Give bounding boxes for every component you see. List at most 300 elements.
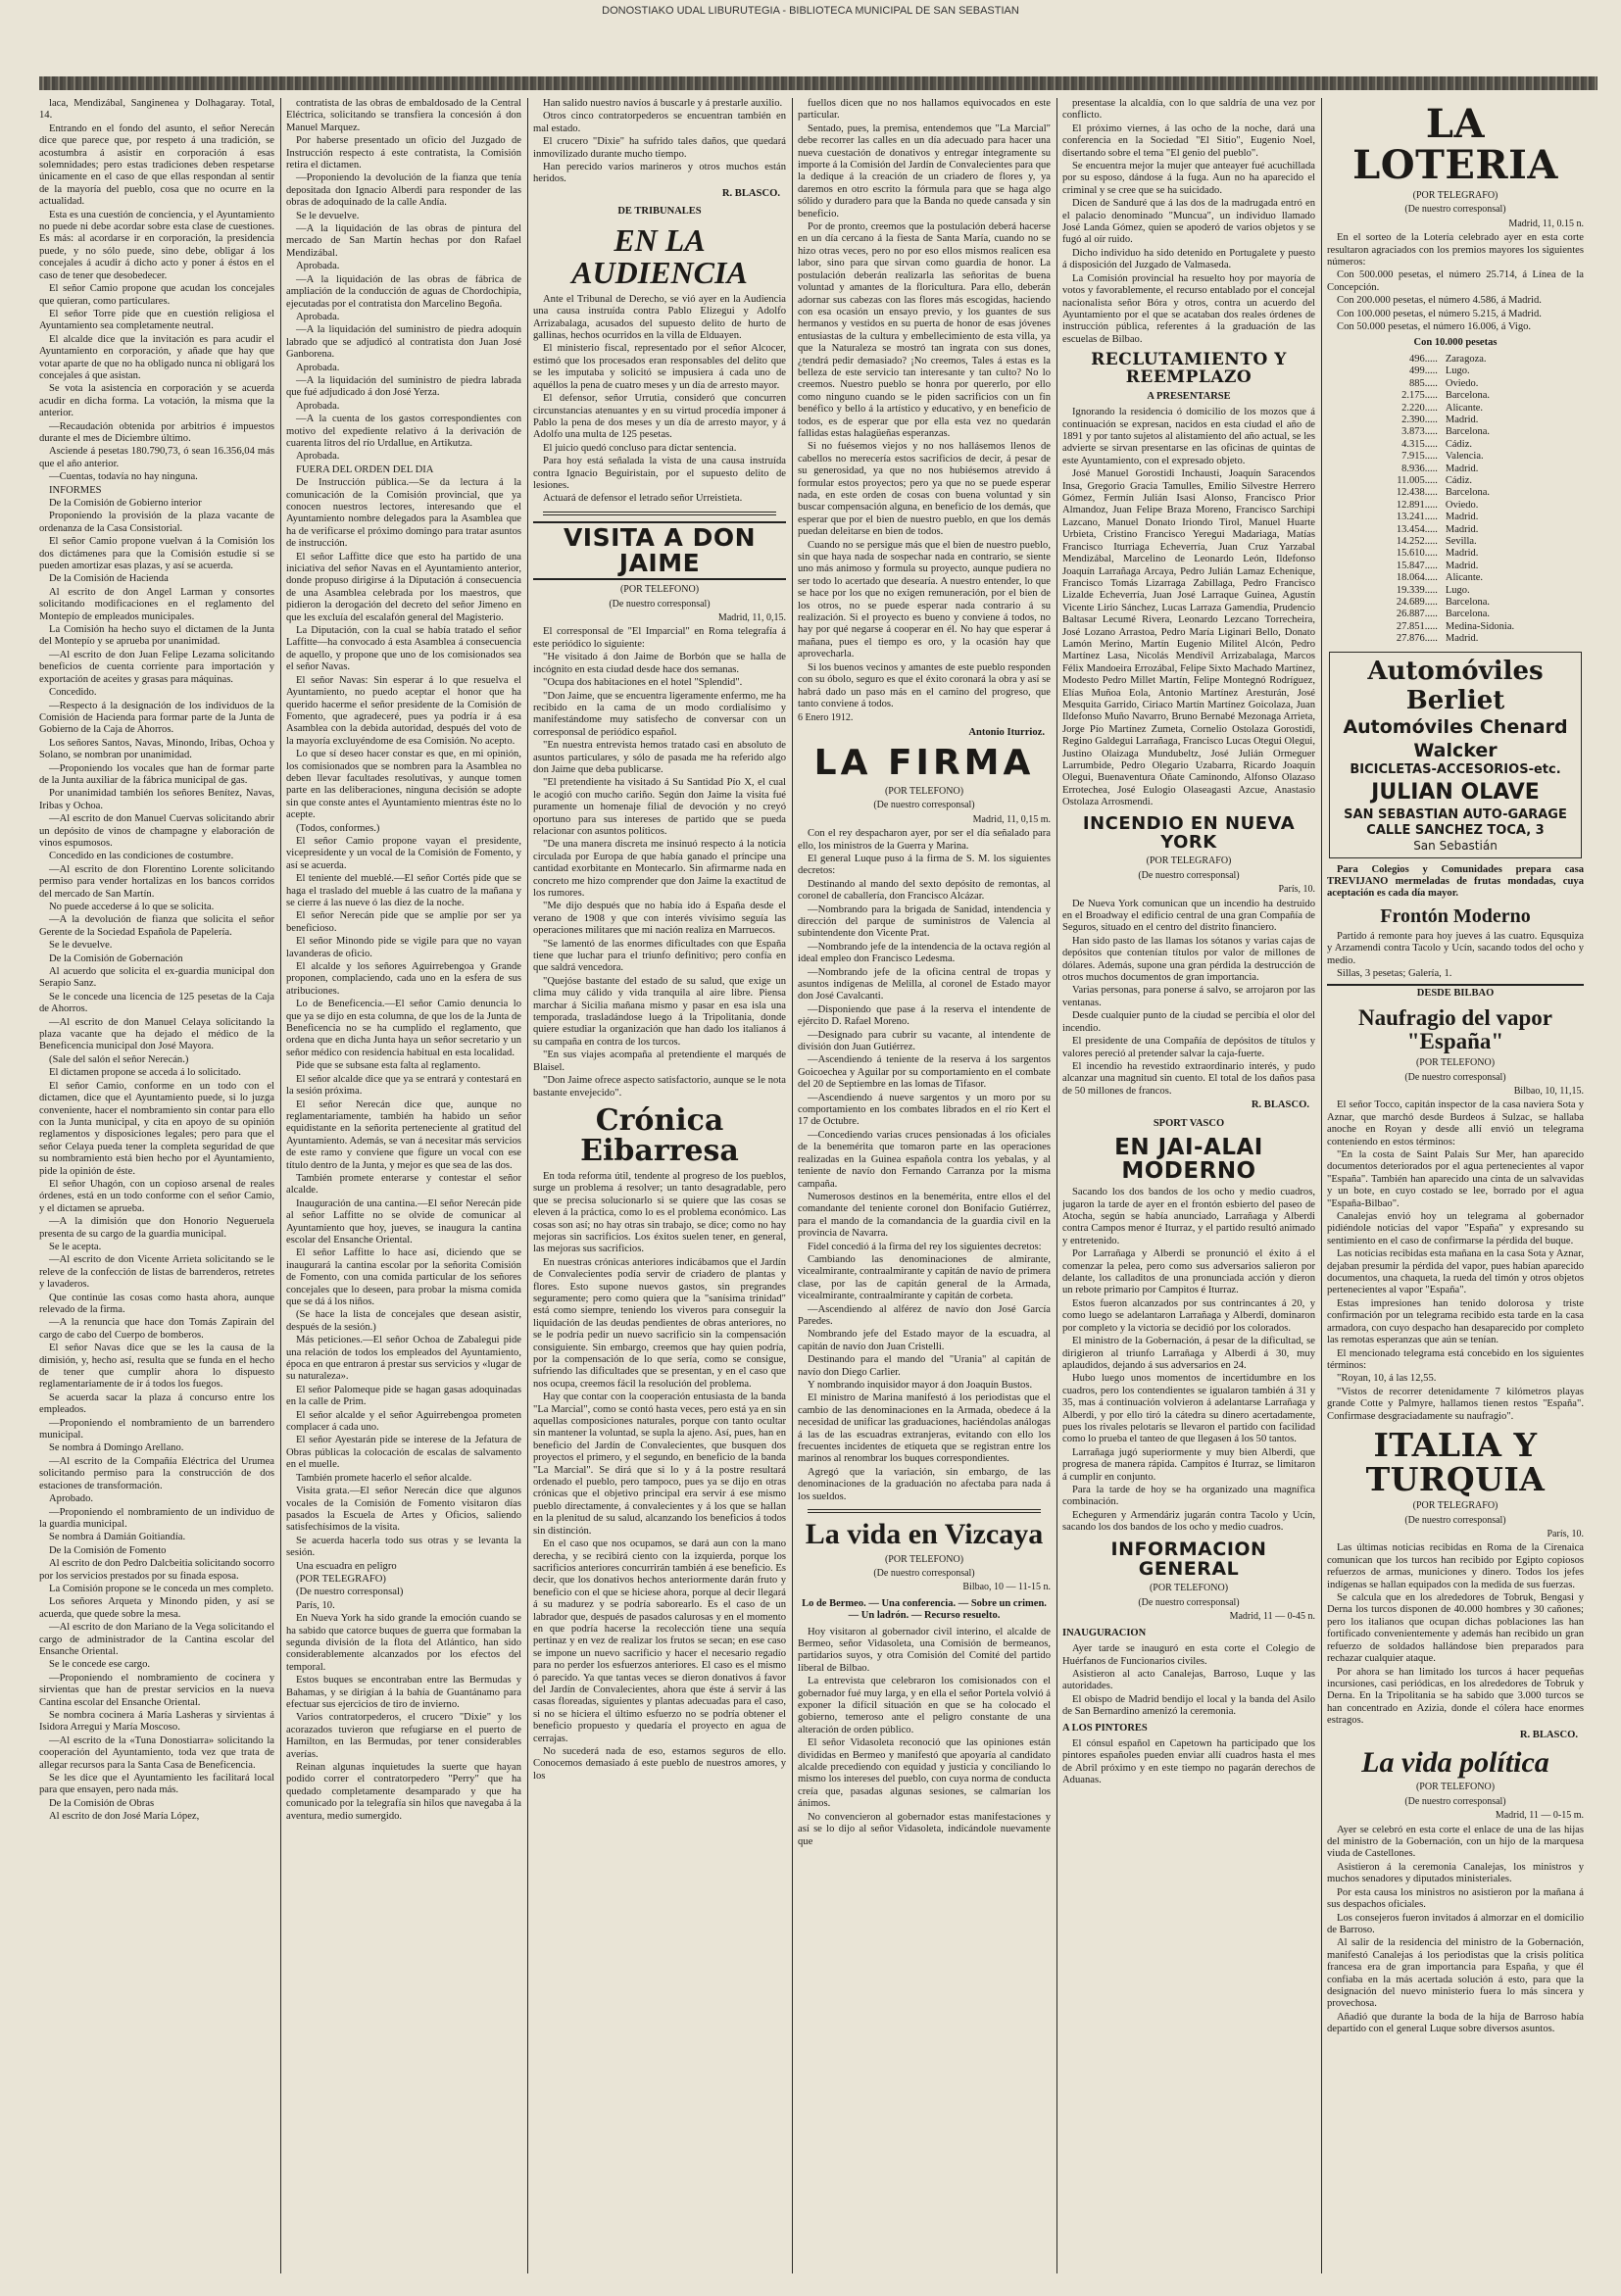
article-paragraph: Aprobada. bbox=[296, 451, 340, 463]
article-paragraph: Asciende á pesetas 180.790,73, ó sean 16.356,04 más que el año anterior. bbox=[39, 446, 274, 469]
prize-city: Oviedo. bbox=[1445, 377, 1479, 389]
prize-row bbox=[1393, 415, 1518, 426]
prize-row bbox=[1393, 512, 1518, 523]
prize-city: Valencia. bbox=[1445, 451, 1484, 463]
article-paragraph: Por haberse presentado un oficio del Juzgado de Instrucción respecto á este contratista, la Comisión retira el dictamen. bbox=[286, 135, 521, 171]
article-paragraph: "Quejóse bastante del estado de su salud, que exige un clima muy cálido y vida tranquila al aire libre. Piensa marchar á Sicilia mañana mismo y pasar en esa isla una temporada, trasladándose luego á la Tripolitania, donde quiere estudiar la organización que han dado los italianos á su campaña en contra de los turcos. bbox=[533, 975, 786, 1048]
column-rule bbox=[527, 98, 528, 2273]
article-paragraph: "Se lamentó de las enormes dificultades con que España tiene que luchar para el triunfo definitivo; pero confía en que saldrá vencedora. bbox=[533, 938, 786, 974]
article-paragraph: Han sido pasto de las llamas los sótanos y varias cajas de depósitos que contenían títulos por valor de millones de dólares. Además, supone una gran pérdida la destrucción de otros muchos documentos de gran importancia. bbox=[1062, 935, 1315, 984]
ad-line: Automóviles Berliet bbox=[1367, 656, 1544, 715]
article-paragraph: En el caso que nos ocupamos, se dará aun con la mano derecha, y se recibirá ciento con la izquierda, porque los sacrificios anteriores concurrirán también á ese beneficio. Es decir, que los donativos hechos anteriormente darán fruto y beneficio con el que se hiciese ahora, porque al decir llegará á su madurez y se podría saborearlo. Es el caso de un labrador que, después de pasados calurosas y en el momento en que podría hacerse la recolección tiene una sequía pertinaz y en vez de realizar los frutos se secan; en ese caso se impone un nuevo sacrificio y hacer el necesario regadío para no perder los esfuerzos anteriores. El caso es el mismo ó parecido. Ya que tantas veces se dieron donativos á favor del Jardín de Convalecientes, ahora que éste á servir á las casas floreadas, siguientes y plantas adecuadas para el caso, si no se hiciera el último esfuerzo no se podría obtener el beneficio propuesto y quedaría el proyecto en agua de cerrajas. bbox=[533, 1539, 786, 1744]
article-paragraph: Si no fuésemos viejos y no nos hallásemos llenos de cabellos no merecería estos sacrificios de decir, á pesar de su generosidad, ya que no nos hubiésemos atrevido á formular estos proyectos; pero ya que no se puede esperar nada, en este orden de cosas con buena voluntad y sin buscar compensación alguna, en beneficio de los demás, que esperar que por el bien de nuestro pueblo, en que los demás puedan deleitarse en bien de todos. bbox=[798, 441, 1051, 538]
prize-table bbox=[1393, 354, 1518, 646]
headline-visita: VISITA A DON JAIME bbox=[533, 521, 786, 581]
article-paragraph: París, 10. bbox=[296, 1599, 335, 1611]
article-paragraph: Se le devuelve. bbox=[296, 210, 360, 221]
ad-line: CALLE SANCHEZ TOCA, 3 bbox=[1366, 822, 1545, 838]
article-paragraph: —A la dimisión que don Honorio Negueruela presenta de su cargo de la guardia municipal. bbox=[39, 1216, 274, 1240]
article-paragraph: Los señores Arqueta y Minondo piden, y así se acuerda, que quede sobre la mesa. bbox=[39, 1596, 274, 1620]
article-paragraph: Se acuerda sacar la plaza á concurso entre los empleados. bbox=[39, 1392, 274, 1416]
column-rule bbox=[792, 98, 793, 2273]
article-paragraph: Se le devuelve. bbox=[49, 940, 113, 952]
article-paragraph: Varios contratorpederos, el crucero "Dixie" y los acorazados tuvieron que refugiarse en el puerto de Hamilton, en las Bermudas, por tener considerables averías. bbox=[286, 1712, 521, 1760]
prize-number: 26.887..... bbox=[1396, 609, 1438, 620]
article-paragraph: El señor Laffitte dice que esto ha partido de una iniciativa del señor Navas en el Ayuntamiento anterior, donde propuso dirigirse á la Diputación á consecuencia de una Asamblea celebrada por los maestros, que pidieron la derogación del decreto del señor Jimeno en que les excluía del escalafón general del Magisterio. bbox=[286, 551, 521, 623]
article-paragraph: No sucederá nada de eso, estamos seguros de ello. Conocemos demasiado á este pueblo de nuestros amores, y los bbox=[533, 1746, 786, 1782]
article-paragraph: Cambiando las denominaciones de almirante, vicealmirante, contraalmirante y capitán de navío de primera clase, por las de capitán general de la Armada, vicealmirante, contraalmirante y capitán de corbeta. bbox=[798, 1253, 1051, 1302]
article-paragraph: El señor Camio propone que acudan los concejales que quieran, como particulares. bbox=[39, 283, 274, 307]
article-paragraph: Las últimas noticias recibidas en Roma de la Cirenaica comunican que los turcos han recibido por Egipto copiosos refuerzos de armas, municiones y dinero. Todos los jefes indígenas se hallan equipados con la medida de sus fuerzas. bbox=[1327, 1542, 1584, 1590]
prize-city: Barcelona. bbox=[1445, 609, 1491, 620]
headline-italia: ITALIA Y TURQUIA bbox=[1365, 1425, 1546, 1498]
article-paragraph: —Ascendiendo á teniente de la reserva á los sargentos Goicoechea y Aguilar por su comportamiento en el combate del 20 de Septiembre en las lomas de Tifasor. bbox=[798, 1054, 1051, 1091]
article-paragraph: Que continúe las cosas como hasta ahora, aunque relevado de la firma. bbox=[39, 1292, 274, 1315]
article-paragraph: El cónsul español en Capetown ha participado que los pintores españoles pueden enviar allí cuadros hasta el mes de Abril próximo y en este tiempo no pagarán derechos de Aduanas. bbox=[1062, 1737, 1315, 1786]
subheading: Con 10.000 pesetas bbox=[1413, 337, 1498, 349]
prize-city: Cádiz. bbox=[1445, 438, 1472, 450]
article-paragraph: Si los buenos vecinos y amantes de este pueblo responden con su óbolo, seguro es que el éxito coronará la obra y así se habrá dado un paso más en el camino del progreso, que tanto conviene á todos. bbox=[798, 661, 1051, 709]
article-paragraph: El señor Torre pide que en cuestión religiosa el Ayuntamiento sea completamente neutral. bbox=[39, 308, 274, 332]
article-paragraph: Destinando para el mando del "Urania" al capitán de navío don Diego Carlier. bbox=[798, 1354, 1051, 1378]
article-paragraph: Al escrito de don Angel Larman y consortes solicitando modificaciones en el reglamento del Montepío de empleados municipales. bbox=[39, 586, 274, 622]
article-paragraph: Y nombrando inquisidor mayor á don Joaquín Bustos. bbox=[808, 1380, 1033, 1392]
article-paragraph: Lo de Beneficencia.—El señor Camio denuncia lo que ya se dijo en esta columna, de que los de la Junta de Beneficencia no se ha cumplido el reglamento, que ordena que en dicha Junta haya un señor secretario y un señor médico con residencia habitual en esta localidad. bbox=[286, 999, 521, 1058]
article-paragraph: Añadió que durante la boda de la hija de Barroso había departido con el general Luque sobre diversos asuntos. bbox=[1327, 2011, 1584, 2035]
prize-number: 15.610..... bbox=[1396, 548, 1438, 560]
dateline: Madrid, 11, 0,15. bbox=[717, 612, 786, 624]
prize-city: Alicante. bbox=[1445, 572, 1484, 584]
article-paragraph: La Comisión provincial ha resuelto hoy por mayoría de votos y favorablemente, el recurso entablado por el concejal nacionalista señor Bóra y otros, contra un acuerdo del Ayuntamiento por el que se acataban dos reales órdenes de instrucción pública, referentes á la graduación de las escuelas de Bilbao. bbox=[1062, 272, 1315, 345]
article-paragraph: Se encuentra mejor la mujer que anteayer fué acuchillada por su esposo, dándose á la fuga. Aun no ha aparecido el criminal y se cree que se ha suicidado. bbox=[1062, 161, 1315, 196]
prize-number: 499..... bbox=[1408, 366, 1438, 377]
article-paragraph: El señor Laffitte lo hace así, diciendo que se inaugurará la cantina escolar por la señorita Comisión de Fomento, con una comida particular de los señores concejales que lo deseen, para probar la misma comida que se dá á los niños. bbox=[286, 1247, 521, 1307]
subheading: A PRESENTARSE bbox=[1147, 390, 1231, 402]
article-paragraph: Se calcula que en los alrededores de Tobruk, Bengasi y Derna los turcos disponen de 40.000 hombres y 30 cañones; pero los italianos que ocupan dichas poblaciones las han fortificado convenientemente y además han recibido un gran refuerzo de soldados hallándose bien preparados para rechazar cualquier ataque. bbox=[1327, 1592, 1584, 1665]
prize-number: 13.241..... bbox=[1396, 512, 1438, 523]
prize-row bbox=[1393, 378, 1518, 390]
dateline: 6 Enero 1912. bbox=[798, 712, 854, 724]
article-paragraph: Por Larrañaga y Alberdi se pronunció el éxito á el comenzar la pelea, pero como sus adversarios salieron por delante, los calladitos de una pronunciada acción y dieron un rebote primario por Campitos é Iturraz. bbox=[1062, 1248, 1315, 1296]
article-paragraph: Larrañaga jugó superiormente y muy bien Alberdi, que progresa de manera rápida. Campitos é Iturraz, se limitaron á cumplir en conjunto. bbox=[1062, 1446, 1315, 1483]
article-paragraph: También promete enterarse y contestar el señor alcalde. bbox=[286, 1172, 521, 1197]
prize-row bbox=[1393, 464, 1518, 475]
article-paragraph: Se nombra á Damián Goitiandía. bbox=[49, 1532, 186, 1543]
article-paragraph: —Al escrito de don Vicente Arrieta solicitando se le releve de la confección de listas de barrenderos, retretes y lavaderos. bbox=[39, 1254, 274, 1291]
article-paragraph: También promete hacerlo el señor alcalde. bbox=[296, 1472, 472, 1484]
article-paragraph: Con 50.000 pesetas, el número 16.006, á Vigo. bbox=[1337, 321, 1532, 333]
article-paragraph: —Proponiendo el nombramiento de un individuo de la guardia municipal. bbox=[39, 1506, 274, 1530]
prize-city: Madrid. bbox=[1445, 633, 1479, 645]
ad-line: BICICLETAS-ACCESORIOS-etc. bbox=[1350, 761, 1561, 777]
dateline: Bilbao, 10, 11,15. bbox=[1513, 1085, 1584, 1097]
article-paragraph: "El pretendiente ha visitado á Su Santidad Pío X, el cual le acogió con mucho cariño. Según don Jaime la visita fué puramente un homenaje filial de devoción y no creyó oportuno para sus intereses de partido que se pueda relacionar con asuntos políticos. bbox=[533, 777, 786, 837]
article-paragraph: Se le concede ese cargo. bbox=[49, 1659, 151, 1671]
dateline: (De nuestro corresponsal) bbox=[1404, 1071, 1506, 1083]
article-paragraph: Asistieron al acto Canalejas, Barroso, Luque y las autoridades. bbox=[1062, 1668, 1315, 1692]
column-5 bbox=[1062, 98, 1315, 2278]
prize-city: Lugo. bbox=[1445, 584, 1470, 596]
article-paragraph: Estos fueron alcanzados por sus contrincantes á 20, y como luego se adelantaron Larrañaga y Alberdi, dominaron por completo y la victoria se decidió por los colorados. bbox=[1062, 1297, 1315, 1334]
article-paragraph: "De una manera discreta me insinuó respecto á la noticia circulada por Europa de que había ganado el príncipe una cantidad exorbitante en Montecarlo. Sin afirmarme nada en concreto me hizo comprender que don Jaime la exactitud de los rumores. bbox=[533, 839, 786, 899]
article-paragraph: Dicen de Sanduré que á las dos de la madrugada entró en el palacio denominado "Muncua", un individuo llamado José Landa Gómez, quien se apoderó de varios objetos y se fugó al oír ruido. bbox=[1062, 198, 1315, 246]
article-paragraph: —Concediendo varias cruces pensionadas á los oficiales de la benemérita que tomaron parte en las operaciones realizadas en la Guinea española contra los yebalas, y al teniente de navío don Fernando Carranza por la misma campaña. bbox=[798, 1129, 1051, 1190]
article-paragraph: —Proponiendo el nombramiento de un barrendero municipal. bbox=[39, 1417, 274, 1441]
article-paragraph: —Al escrito de don Manuel Celaya solicitando la plaza vacante que ha dejado el médico de la Beneficencia municipal don José Mayora. bbox=[39, 1016, 274, 1052]
article-paragraph: —Al escrito de la Compañía Eléctrica del Urumea solicitando permiso para la construcción de dos estaciones de transformación. bbox=[39, 1455, 274, 1491]
article-paragraph: —A la renuncia que hace don Tomás Zapirain del cargo de cabo del Cuerpo de bomberos. bbox=[39, 1317, 274, 1341]
column-6 bbox=[1327, 98, 1584, 2278]
article-paragraph: "Ocupa dos habitaciones en el hotel "Splendid". bbox=[543, 677, 743, 689]
advertisement-box bbox=[1329, 652, 1582, 858]
dateline: (POR TELEFONO) bbox=[1149, 1583, 1229, 1594]
article-paragraph: Con el rey despacharon ayer, por ser el día señalado para ello, los ministros de la Guerra y Marina. bbox=[798, 828, 1051, 852]
prize-number: 12.891..... bbox=[1396, 499, 1438, 511]
article-paragraph: El crucero "Dixie" ha sufrido tales daños, que quedará inmovilizado durante mucho tiempo. bbox=[533, 136, 786, 160]
prize-city: Madrid. bbox=[1445, 414, 1479, 425]
article-paragraph: Hay que contar con la cooperación entusiasta de la banda "La Marcial", como se contó hasta veces, pero está ya en sin aquellas composiciones naturales, porque con tanto ocultar sin mantener la voluntad, se supla la ajeno. Así, pues, han en beneficio del Jardín de Convalecientes, que busquen dos proyectos el primero, y el segundo, en beneficio de la banda "La Marcial". Se dirá que si lo y á la postre resultará ordenado el pueblo, pero tampoco, pues ya se dijo en otras crónicas que el objetivo principal era servir á ese mismo pueblo directamente, á convalecientes y á los que se hallan en la plenitud de su salud, alcanzando los beneficios á todos sin distinción. bbox=[533, 1392, 786, 1537]
prize-number: 2.390..... bbox=[1401, 414, 1438, 425]
article-paragraph: El señor Minondo pide se vigile para que no vayan lavanderas de oficio. bbox=[286, 936, 521, 959]
article-paragraph: "En la costa de Saint Palais Sur Mer, han aparecido documentos deteriorados por el agua pertenecientes al vapor "España". También han aparecido una cinta de un salvavidas y un bote, en cuyo costado se lee, borrado por el agua "España-Bilbao". bbox=[1327, 1149, 1584, 1209]
article-paragraph: El señor Navas: Sin esperar á lo que resuelva el Ayuntamiento, no puedo aceptar el honor que ha querido hacerme el señor presidente de la Comisión de Fomento, que agradeceré, pues ya podría ir á esa Asamblea con la debida autoridad, después del voto de la mayoría excluyéndome de esa Comisión. No acepto. bbox=[286, 674, 521, 747]
dateline: (POR TELEFONO) bbox=[1415, 1057, 1496, 1069]
prize-city: Zaragoza. bbox=[1445, 353, 1487, 365]
article-paragraph: —Al escrito de don Mariano de la Vega solicitando el cargo de administrador de la Cantina escolar del Ensanche Oriental. bbox=[39, 1622, 274, 1657]
article-paragraph: El señor Camio propone vuelvan á la Comisión los dos dictámenes para que la Comisión estudie si se pueden amortizar esas plazas, y así se acuerda. bbox=[39, 536, 274, 572]
article-paragraph: El señor Navas dice que se les la causa de la dimisión, y, hecho así, resulta que se funda en el hecho de tener que cumplir ahora lo dispuesto reglamentariamente de ir á todos los fuegos. bbox=[39, 1343, 274, 1391]
article-paragraph: No convencieron al gobernador estas manifestaciones y así se lo dijo al señor Vidasoleta, indicándole nuevamente que bbox=[798, 1811, 1051, 1847]
prize-city: Sevilla. bbox=[1445, 535, 1477, 547]
article-paragraph: —A la liquidación de las obras de pintura del mercado de San Martín hechas por don Rafael Mendizábal. bbox=[286, 223, 521, 259]
article-paragraph: De la Comisión de Gobernación bbox=[49, 953, 183, 964]
article-paragraph: "Don Jaime ofrece aspecto satisfactorio, aunque se le nota bastante envejecido". bbox=[533, 1075, 786, 1099]
dateline: (POR TELEFONO) bbox=[884, 785, 964, 797]
prize-city: Barcelona. bbox=[1445, 597, 1491, 608]
article-paragraph: Al escrito de don José María López, bbox=[49, 1811, 200, 1823]
dateline: (De nuestro corresponsal) bbox=[873, 1567, 975, 1579]
article-paragraph: Se nombra cocinera á María Lasheras y sirvientas á Isidora Arregui y María Moscoso. bbox=[39, 1710, 274, 1734]
article-paragraph: Sillas, 3 pesetas; Galería, 1. bbox=[1337, 968, 1452, 980]
article-paragraph: De la Comisión de Hacienda bbox=[49, 573, 169, 585]
prize-row bbox=[1393, 366, 1518, 377]
article-paragraph: El señor Tocco, capitán inspector de la casa naviera Sota y Aznar, que marchó desde Burdeos á Sulzac, se hallaba anoche en Royan y desde allí envió un telegrama conteniendo en estos términos: bbox=[1327, 1099, 1584, 1148]
headline-naufragio: Naufragio del vapor "España" bbox=[1357, 1004, 1553, 1054]
dateline: Madrid, 11 — 0-45 n. bbox=[1229, 1611, 1315, 1623]
article-paragraph: El señor Vidasoleta reconoció que las opiniones están divididas en Bermeo y manifestó que apoyaría al candidato alcalde precediendo con equidad y justicia y conciliando lo mismo los intereses del pueblo, con cuya norma de conducta creía que, pasadas algunas sesiones, se calmarían los ánimos. bbox=[798, 1737, 1051, 1810]
article-paragraph: Fidel concedió á la firma del rey los siguientes decretos: bbox=[808, 1241, 1042, 1252]
article-paragraph: —Al escrito de don Florentino Lorente solicitando permiso para vender hortalizas en los bancos corridos del mercado de San Martín. bbox=[39, 863, 274, 900]
article-paragraph: Entrando en el fondo del asunto, el señor Nerecán dice que parece que, por respeto á una tradición, se acostumbra á asistir en corporación á esas solemnidades; pero estas tradiciones deben respetarse únicamente en el caso de que ellas respondan al sentir de la mayoría del pueblo, cosa que no ocurre en la actualidad. bbox=[39, 122, 274, 208]
article-paragraph: Por esta causa los ministros no asistieron por la mañana á sus despachos oficiales. bbox=[1327, 1886, 1584, 1911]
article-paragraph: El juicio quedó concluso para dictar sentencia. bbox=[543, 442, 737, 454]
article-paragraph: —A la liquidación del suministro de piedra adoquín labrado que se adjudicó al contratista don Juan José Ganborena. bbox=[286, 324, 521, 361]
article-paragraph: El señor alcalde dice que ya se entrará y contestará en la sesión próxima. bbox=[286, 1073, 521, 1098]
prize-city: Madrid. bbox=[1445, 560, 1479, 571]
article-paragraph: El teniente del mueblé.—El señor Cortés pide que se haga el traslado del mueble á las cuatro de la mañana y se cierre á las nueve ó las diez de la noche. bbox=[286, 873, 521, 908]
article-paragraph: Aprobada. bbox=[296, 261, 340, 272]
prize-city: Cádiz. bbox=[1445, 474, 1472, 486]
prize-number: 18.064..... bbox=[1396, 572, 1438, 584]
article-paragraph: "He visitado á don Jaime de Borbón que se halla de incógnito en esta ciudad desde hace dos semanas. bbox=[533, 652, 786, 675]
article-paragraph: De la Comisión de Obras bbox=[49, 1797, 155, 1809]
column-rule bbox=[1321, 98, 1322, 2273]
article-paragraph: Hubo luego unos momentos de incertidumbre en los cuadros, pero los contendientes se igualaron también á 31 y 35, mas á continuación volvieron á adelantarse Larrañaga y Alberdi, y por ello tiró la cátedra su dinero acertadamente, pues los rivales pelotaris se llevaron el partido con facilidad como lo prueba el tanteo de que llegasen á los 50 tantos. bbox=[1062, 1373, 1315, 1445]
article-paragraph: En el sorteo de la Lotería celebrado ayer en esta corte resultaron agraciados con los premios mayores los siguientes números: bbox=[1327, 232, 1584, 269]
article-paragraph: Se le acepta. bbox=[49, 1241, 102, 1252]
article-paragraph: Pide que se subsane esta falta al reglamento. bbox=[296, 1060, 481, 1072]
ad-line: San Sebastián bbox=[1413, 838, 1498, 853]
article-paragraph: —Al escrito de la «Tuna Donostiarra» solicitando la cooperación del Ayuntamiento, toda vez que trata de allegar recursos para la Santa Casa de Beneficencia. bbox=[39, 1734, 274, 1771]
article-paragraph: El señor alcalde y el señor Aguirrebengoa prometen complacer á cada uno. bbox=[286, 1409, 521, 1434]
article-paragraph: Estas impresiones han tenido dolorosa y triste confirmación por un telegrama recibido esta tarde en la casa armadora, con cuyo despacho han desaparecido por completo las remotas esperanzas que aún se tenían. bbox=[1327, 1297, 1584, 1346]
headline-cronica: Crónica Eibarresa bbox=[580, 1102, 739, 1169]
ad-note: Para Colegios y Comunidades prepara casa TREVIJANO mermeladas de frutas mondadas, cuya aceptación es cada día mayor. bbox=[1327, 863, 1584, 900]
article-paragraph: "En nuestra entrevista hemos tratado casi en absoluto de asuntos particulares, y sólo de pasada me ha referido algo don Jaime que deba publicarse. bbox=[533, 740, 786, 775]
article-paragraph: De la Comisión de Gobierno interior bbox=[49, 498, 202, 509]
article-paragraph: La Diputación, con la cual se había tratado el señor Laffitte—ha convocado á esta Asamblea á consecuencia de aquello, y propone que uno de los comisionados sea el señor Navas. bbox=[286, 625, 521, 673]
article-paragraph: Se le concede una licencia de 125 pesetas de la Caja de Ahorros. bbox=[39, 991, 274, 1015]
prize-number: 14.252..... bbox=[1396, 535, 1438, 547]
article-paragraph: Actuará de defensor el letrado señor Urreistieta. bbox=[543, 493, 743, 505]
article-paragraph: Destinando al mando del sexto depósito de remontas, al coronel de caballería, don Francisco Alcázar. bbox=[798, 878, 1051, 903]
article-paragraph: —Nombrando jefe de la intendencia de la octava región al ideal empleo don Francisco Ledesma. bbox=[798, 941, 1051, 965]
article-paragraph: —Al escrito de don Manuel Cuervas solicitando abrir un depósito de vinos de champagne y elaboración de vinos espumosos. bbox=[39, 813, 274, 849]
prize-city: Madrid. bbox=[1445, 512, 1479, 523]
article-paragraph: Concedido. bbox=[49, 687, 97, 699]
article-paragraph: El alcalde y los señores Aguirrebengoa y Grande proponen, complaciendo, cada uno en la esfera de sus atribuciones. bbox=[286, 961, 521, 997]
headline-firma: LA FIRMA bbox=[813, 743, 1035, 784]
article-paragraph: Al escrito de don Pedro Dalcbeitia solicitando socorro por los servicios prestados por su finada esposa. bbox=[39, 1558, 274, 1582]
article-paragraph: (POR TELEGRAFO) bbox=[296, 1573, 386, 1585]
prize-number: 27.851..... bbox=[1396, 620, 1438, 632]
article-paragraph: Dicho individuo ha sido detenido en Portugalete y puesto á disposición del Juzgado de Valmaseda. bbox=[1062, 247, 1315, 271]
prize-number: 11.005..... bbox=[1397, 474, 1438, 486]
dateline: (De nuestro corresponsal) bbox=[1138, 1596, 1240, 1608]
article-paragraph: Con 100.000 pesetas, el número 5.215, á Madrid. bbox=[1337, 308, 1542, 319]
signature: Antonio Iturrioz. bbox=[968, 726, 1045, 738]
article-paragraph: Han salido nuestro navíos á buscarle y á prestarle auxilio. bbox=[543, 98, 783, 109]
article-paragraph: El general Luque puso á la firma de S. M. los siguientes decretos: bbox=[798, 853, 1051, 877]
divider bbox=[808, 1509, 1041, 1513]
column-3 bbox=[533, 98, 786, 2278]
dateline: (POR TELEGRAFO) bbox=[1412, 1500, 1498, 1512]
headline-fronton: Frontón Moderno bbox=[1380, 904, 1531, 927]
dateline: Bilbao, 10 — 11-15 n. bbox=[962, 1582, 1051, 1593]
article-paragraph: José Manuel Gorostidi Inchausti, Joaquín Saracendos Insa, Gregorio Gracia Tamulles, Emilio Silvestre Herrero Gómez, Fermín Julián Isasi Alonso, Francisco Prior Almandoz, Juan Felipe Braza Moreno, Francisco Sarchipi Lazcano, Manuel Donato Iriondo Tirol, Manuel Huarte Urbieta, Cristino Francisco Yeregui Madariaga, Matías Francisco Iturriaga Echeverría, Juan Cruz Yarzabal Mendizábal, Marcelino de Leonardo León, Ildefonso Joaquín Larrañaga Arcaya, Pedro Julián Lamaz Echenique, Francisco Tomás Lizarraga Zabillaga, Pedro Francisco Lizalde Echeverría, Juan José Larraque Guinea, Agustín Vicente Lirio Sánchez, Lucas Larraza Gamendia, Prudencio Baltasar Lecumé Rivera, Leonardo Lezcano Torrecheira, José Lozano Arrastoa, Pedro María Liginari Bello, Donato Lamón Merino, Martín Eugenio Militel Alcón, Pedro Martínez Lasa, Nicolás Mendívil Arrizabalaga, Marcos Félix Mandoeira Errozábal, Felipe Sixto Machado Martínez, Modesto Pedro Millet Martín, Felipe Montegnó Rodríguez, Elías Muñoa Eola, Antonio Martínez Aresturán, José Mesquita Garrido, Ciriaco Martín Martínez Goicolaza, Juan Ildefonso Muño Navarro, Bruno Bernabé Mezonaga Arrieta, Jorge Pío Martínez Zumeta, Cornelio Ostolaza Gorostidi, Regino Galdegui Larrañaga, Francisco Lucas Otegui Olegui, Justino Olaizaga Mundubeltz, José Julián Ormeguer Larrumbide, Pedro Olegario Uzabarra, Ricardo Joaquín Olegui, Buenaventura Oñate Caminondo, Alfonso Olazaso Errotechea, José Eulogio Olaseagasti Azcue, Anastasio Ostolaza Arrosmendi. bbox=[1062, 468, 1315, 808]
ad-line: Automóviles Chenard Walcker bbox=[1343, 715, 1568, 761]
article-paragraph: El señor Camio propone vayan el presidente, vicepresidente y un vocal de la Comisión de Fomento, y así se acuerda. bbox=[286, 835, 521, 871]
article-paragraph: El presidente de una Compañía de depósitos de títulos y valores pereció al pretender salvar la caja-fuerte. bbox=[1062, 1036, 1315, 1059]
divider bbox=[543, 512, 776, 515]
article-paragraph: (Sale del salón el señor Nerecán.) bbox=[49, 1053, 189, 1065]
article-paragraph: Varias personas, para ponerse á salvo, se arrojaron por las ventanas. bbox=[1062, 985, 1315, 1008]
column-1 bbox=[39, 98, 274, 2278]
article-paragraph: Aprobado. bbox=[49, 1493, 94, 1505]
prize-row bbox=[1393, 561, 1518, 572]
article-paragraph: Con 200.000 pesetas, el número 4.586, á Madrid. bbox=[1337, 295, 1542, 307]
signature: R. BLASCO. bbox=[721, 187, 780, 199]
prize-row bbox=[1393, 536, 1518, 548]
headline-politica: La vida política bbox=[1361, 1745, 1549, 1779]
article-paragraph: laca, Mendizábal, Sanginenea y Dolhagaray. Total, 14. bbox=[39, 98, 274, 122]
dateline: (De nuestro corresponsal) bbox=[609, 598, 711, 610]
article-paragraph: Los consejeros fueron invitados á almorzar en el domicilio de Barroso. bbox=[1327, 1912, 1584, 1935]
article-paragraph: Sacando los dos bandos de los ocho y medio cuadros, jugaron la tarde de ayer en el frontón esbierto del paseo de Atocha, según se había anunciado, Larrañaga y Alberdi contra Campos menor é Iturraz, y el partido resultó animado y entretenido. bbox=[1062, 1187, 1315, 1246]
article-paragraph: El señor Nerecán pide que se amplíe por ser ya beneficioso. bbox=[286, 910, 521, 934]
masthead-strip bbox=[39, 76, 1597, 90]
article-paragraph: La Comisión propone se le conceda un mes completo. bbox=[49, 1583, 274, 1594]
article-paragraph: No puede accederse á lo que se solicita. bbox=[49, 902, 215, 912]
prize-row bbox=[1393, 390, 1518, 402]
article-paragraph: Por de pronto, creemos que la postulación deberá hacerse en un día cercano á la fiesta de Santa María, cuando no se hizo otras veces, pero no por eso ellos mismos realicen esa labor, sino para que sirvan como guardia de honor. La postulación deberán realizarla las señoritas de buena voluntad y amantes de la floricultura. Para ello, deberán adornar sus cabezas con las flores más escogidas, haciendo con esa ocasión un ensayo previo, y los guantes de sus hermanos y vestidos en su puerta de honor de esas jóvenes entusiastas de la cultura y embellecimiento de esta villa, ya que la Naturaleza se mostró tan ingrata con sus dones, ¿tendrá pedir demasiado? ¡No creemos, Tales á estas es la belleza de este servicio tan interesante y tan culto? No lo creemos. Nuestro pueblo se honra por quererlo, por ello como ninguno cuando se le piden sacrificios con un fin benéfico y bello á la artístico y educativo, y en beneficio de todos, es de esperar que por ella esta vez no quedarán fallidas estas halagüeñas esperanzas. bbox=[798, 221, 1051, 439]
prize-city: Barcelona. bbox=[1445, 426, 1491, 438]
prize-row bbox=[1393, 572, 1518, 584]
dateline: (POR TELEGRAFO) bbox=[1412, 190, 1498, 201]
section-label: DESDE BILBAO bbox=[1327, 984, 1584, 1000]
dateline: (POR TELEFONO) bbox=[884, 1553, 964, 1565]
article-paragraph: —Nombrando para la brigada de Sanidad, intendencia y dirección del parque de suministros de Valencia al subintendente don Vicente Prat. bbox=[798, 904, 1051, 940]
article-paragraph: Las noticias recibidas esta mañana en la casa Sota y Aznar, dejaban presumir la pérdida del vapor, pues habían aparecido documentos, una chaqueta, la rueda del timón y otros objetos pertenecientes al vapor "España". bbox=[1327, 1248, 1584, 1296]
article-paragraph: El señor Nerecán dice que, aunque no reglamentariamente, también ha habido un señor equidistante en la señorita perteneciente al gratitud del Ayuntamiento. Además, se van á necesitar más servicios de este ramo y conviene que figure un vocal con ese título dentro de la Junta, y mejor es que sea de las dos. bbox=[286, 1099, 521, 1171]
article-paragraph: Para hoy está señalada la vista de una causa instruída contra Ignacio Beguiristain, por el supuesto delito de lesiones. bbox=[533, 456, 786, 491]
prize-row bbox=[1393, 621, 1518, 633]
signature: R. BLASCO. bbox=[1519, 1729, 1578, 1740]
article-paragraph: Estos buques se encontraban entre las Bermudas y Bahamas, y se dirigían á la bahía de Guantánamo para efectuar sus ejercicios de tiro de invierno. bbox=[286, 1675, 521, 1710]
article-paragraph: Otros cinco contratorpederos se encuentran también en mal estado. bbox=[533, 111, 786, 134]
article-paragraph: Al salir de la residencia del ministro de la Gobernación, manifestó Canalejas á los periodistas que la crisis política francesa era de gran importancia para España, y que él confiaba en la más acertada solución á esto, para que la designación del nuevo ministerio fuera lo más sincera y provechosa. bbox=[1327, 1937, 1584, 2010]
article-paragraph: De la Comisión de Fomento bbox=[49, 1544, 167, 1556]
prize-city: Madrid. bbox=[1445, 463, 1479, 474]
prize-row bbox=[1393, 500, 1518, 512]
article-paragraph: —A la liquidación del suministro de piedra labrada que fué adjudicado á don José Yerza. bbox=[286, 374, 521, 399]
article-paragraph: —Disponiendo que pase á la reserva el intendente de ejército D. Rafael Moreno. bbox=[798, 1003, 1051, 1028]
article-paragraph: Al acuerdo que solicita el ex-guardia municipal don Serapio Sanz. bbox=[39, 966, 274, 990]
article-paragraph: Se acuerda hacerla todo sus otras y se levanta la sesión. bbox=[286, 1535, 521, 1559]
article-paragraph: Canalejas envió hoy un telegrama al gobernador pidiéndole noticias del vapor "España" y expresando su sentimiento en el caso de confirmarse la pérdida del buque. bbox=[1327, 1211, 1584, 1246]
article-paragraph: El ministerio fiscal, representado por el señor Alcocer, estimó que los procesados eran responsables del delito que se les imputaba y solicitó se impusiera á cada uno de aquéllos la pena de cuatro meses y un día de arresto mayor. bbox=[533, 343, 786, 391]
article-paragraph: "En sus viajes acompaña al pretendiente el marqués de Blaisel. bbox=[533, 1050, 786, 1073]
dateline: Madrid, 11 — 0-15 m. bbox=[1495, 1810, 1584, 1822]
article-paragraph: FUERA DEL ORDEN DEL DIA bbox=[296, 464, 434, 475]
article-paragraph: Sentado, pues, la premisa, entendemos que "La Marcial" debe recorrer las calles en un día adecuado para hacer una nueva cuestación de donativos y entregar íntegramente su importe á la Comisión del Jardín de Convalecientes para que la dedique á la creación de un criadero de flores y, ya daremos en otro escrito la fórmula para que se haga algo sólido y duradero para que la Banda no quede cansada y sin beneficio. bbox=[798, 122, 1051, 220]
article-paragraph: Cuando no se persigue más que el bien de nuestro pueblo, sin que haya nada de sospechar nada en contrario, se siente uno más animoso y formula su proyecto, aunque pudiera no ser todo lo acertado que desearía. A nuestro entender, lo que se hace por los que no exigen remuneración, por el bien de los otros, no se puede esperar nada contrario á su realización. Si el proyecto es bueno y conviene á todos, no hay por qué negarse á cooperar en él. No hay que esperar á mañana, pues el tiempo es oro, y la ocasión hay que aprovecharla. bbox=[798, 539, 1051, 660]
article-paragraph: "Vistos de recorrer detenidamente 7 kilómetros playas grande Cotte y Palmyre, hallamos tienen restos "España". Confirmase desgraciadamente su naufragio". bbox=[1327, 1386, 1584, 1422]
article-paragraph: Aprobada. bbox=[296, 400, 340, 412]
prize-row bbox=[1393, 403, 1518, 415]
article-paragraph: El ministro de la Gobernación, á pesar de la dificultad, se dirigieron al triunfo Larrañaga y Alberdi á 30, muy aplaudidos, dejando á sus adversarios en 24. bbox=[1062, 1336, 1315, 1371]
article-paragraph: Se vota la asistencia en corporación y se acuerda acudir en dicha forma. La votación, la misma que la anterior. bbox=[39, 383, 274, 419]
dateline: Madrid, 11, 0,15 m. bbox=[972, 813, 1051, 825]
prize-row bbox=[1393, 585, 1518, 597]
article-paragraph: Más peticiones.—El señor Ochoa de Zabalegui pide una relación de todos los empleados del Ayuntamiento, época en que entraron á prestar sus servicios y «lugar de su naturaleza». bbox=[286, 1335, 521, 1383]
dateline: (De nuestro corresponsal) bbox=[1404, 204, 1506, 216]
prize-row bbox=[1393, 597, 1518, 609]
article-paragraph: El próximo viernes, á las ocho de la noche, dará una conferencia en la Sociedad "El Sitio", Eugenio Noel, disertando sobre el tema "El genio del pueblo". bbox=[1062, 122, 1315, 159]
article-paragraph: En nuestras crónicas anteriores indicábamos que el Jardín de Convalecientes podía servir de criadero de plantas y flores. Esto supone nuevos gastos, sin pregrandes seguramente; pero como quiera que la "sanísima trinidad" está como siempre, teniendo los viveros para conseguir la liquidación de las deudas pendientes de obras anteriores, no se le podría pedir un nuevo sacrificio sin la compensación consiguiente. Sin embargo, creemos que hay quien podría, por la compensación de lo que sería, como se consigue, sufriendo las dificultades que se presentan, y en el caso que nos ocupa, creemos fácil la resolución del problema. bbox=[533, 1256, 786, 1390]
prize-city: Lugo. bbox=[1445, 366, 1470, 377]
prize-number: 7.915..... bbox=[1401, 451, 1438, 463]
ad-line: SAN SEBASTIAN AUTO-GARAGE bbox=[1344, 806, 1567, 822]
article-paragraph: "Me dijo después que no había ido á España desde el verano de 1908 y que con interés vivísimo seguía las operaciones militares que mi nación realiza en Marruecos. bbox=[533, 901, 786, 937]
article-paragraph: Ignorando la residencia ó domicilio de los mozos que á continuación se expresan, nacidos en esta ciudad el año de 1891 y por tanto sujetos al alistamiento del año actual, se les advierte se sirvan presentarse en las oficinas de quintas de este Ayuntamiento, con el expresado objeto. bbox=[1062, 407, 1315, 466]
column-2 bbox=[286, 98, 521, 2278]
prize-number: 3.873..... bbox=[1401, 426, 1438, 438]
dateline: (De nuestro corresponsal) bbox=[1404, 1514, 1506, 1526]
article-paragraph: El alcalde dice que la invitación es para acudir el Ayuntamiento en corporación, y añade que hay que votar aparte de que no ha obligado nunca ni obligará los concejales á que asistan. bbox=[39, 333, 274, 381]
article-paragraph: —Ascendiendo al alférez de navío don José García Paredes. bbox=[798, 1303, 1051, 1327]
article-paragraph: —Ascendiendo á nueve sargentos y un moro por su comportamiento en los combates librados en el río Kert el 17 de Octubre. bbox=[798, 1092, 1051, 1128]
article-paragraph: Desde cualquier punto de la ciudad se percibía el olor del incendio. bbox=[1062, 1010, 1315, 1034]
prize-row bbox=[1393, 487, 1518, 499]
article-paragraph: Por ahora se han limitado los turcos á hacer pequeñas incursiones, casi periódicas, en los alrededores de Tobruk y Derna. En la Tripolitania se ha sabido que 3.000 turcos se han concentrado en Azizia, donde el cólera hace enormes estragos. bbox=[1327, 1666, 1584, 1727]
prize-row bbox=[1393, 548, 1518, 560]
prize-number: 8.936..... bbox=[1401, 463, 1438, 474]
dateline: (POR TELEFONO) bbox=[619, 584, 700, 596]
signature: R. BLASCO. bbox=[1251, 1099, 1309, 1111]
article-paragraph: El obispo de Madrid bendijo el local y la banda del Asilo de San Bernardino amenizó la ceremonia. bbox=[1062, 1693, 1315, 1718]
article-paragraph: fuellos dicen que no nos hallamos equivocados en este particular. bbox=[798, 98, 1051, 122]
article-paragraph: —Proponiendo los vocales que han de formar parte de la Junta auxiliar de la fábrica municipal de gas. bbox=[39, 762, 274, 786]
article-paragraph: La Comisión ha hecho suyo el dictamen de la Junta del Montepío y se aprueba por unanimidad. bbox=[39, 624, 274, 648]
article-paragraph: De Nueva York comunican que un incendio ha destruido en el Broadway el edificio central de una gran Compañía de Seguros, situado en el centro del distrito financiero. bbox=[1062, 898, 1315, 934]
prize-city: Madrid. bbox=[1445, 523, 1479, 535]
prize-number: 15.847..... bbox=[1396, 560, 1438, 571]
article-paragraph: Una escuadra en peligro bbox=[296, 1560, 397, 1572]
article-paragraph: —A la cuenta de los gastos correspondientes con motivo del expediente relativo á la derivación de cuarenta litros del río Urdallue, en Artikutza. bbox=[286, 414, 521, 449]
article-paragraph: (Todos, conformes.) bbox=[296, 822, 380, 834]
dateline: (De nuestro corresponsal) bbox=[1138, 869, 1240, 881]
article-paragraph: Aprobada. bbox=[296, 362, 340, 373]
headline-jaialai: EN JAI-ALAI MODERNO bbox=[1114, 1134, 1263, 1185]
article-paragraph: Asistieron á la ceremonia Canalejas, los ministros y muchos senadores y diputados ministeriales. bbox=[1327, 1861, 1584, 1885]
headline-incendio: INCENDIO EN NUEVA YORK bbox=[1082, 812, 1296, 853]
article-paragraph: Se nombra á Domingo Arellano. bbox=[49, 1442, 184, 1454]
dateline: (De nuestro corresponsal) bbox=[1404, 1795, 1506, 1807]
article-paragraph: (De nuestro corresponsal) bbox=[296, 1587, 404, 1598]
article-paragraph: —Nombrando jefe de la oficina central de tropas y asuntos indígenas de Melilla, al coronel de Estado mayor don José Cavalcanti. bbox=[798, 966, 1051, 1002]
article-paragraph: —Designado para cubrir su vacante, al intendente de división don Juan Gutiérrez. bbox=[798, 1029, 1051, 1053]
article-paragraph: El dictamen propone se acceda á lo solicitado. bbox=[49, 1067, 241, 1079]
article-paragraph: El señor Palomeque pide se hagan gasas adoquinadas en la calle de Prim. bbox=[286, 1384, 521, 1408]
prize-number: 19.339..... bbox=[1396, 584, 1438, 596]
article-paragraph: —Recaudación obtenida por arbitrios é impuestos durante el mes de Diciembre último. bbox=[39, 420, 274, 444]
article-paragraph: "Don Jaime, que se encuentra ligeramente enfermo, me ha recibido en la cama de un modo cordialísimo y manifestándome muy satisfecho de conversar con un corresponsal de periódico español. bbox=[533, 690, 786, 738]
prize-row bbox=[1393, 451, 1518, 463]
section-label: DE TRIBUNALES bbox=[617, 206, 702, 218]
article-paragraph: Han perecido varios marineros y otros muchos están heridos. bbox=[533, 162, 786, 185]
prize-number: 27.876..... bbox=[1396, 633, 1438, 645]
prize-row bbox=[1393, 633, 1518, 645]
article-paragraph: El señor Uhagón, con un copioso arsenal de reales órdenes, está en un todo conforme con el señor Camio, y el dictamen se aprueba. bbox=[39, 1178, 274, 1214]
prize-number: 13.454..... bbox=[1396, 523, 1438, 535]
article-paragraph: Proponiendo la provisión de la plaza vacante de ordenanza de la Casa Consistorial. bbox=[39, 511, 274, 534]
article-paragraph: El ministro de Marina manifestó á los periodistas que el cambio de las denominaciones en la Armada, obedece á la necesidad de unificar las graduaciones, haciéndolas análogas á las de las escuadras extranjeras, evitando con ello los frecuentes incidentes de etiqueta que se registran entre los marinos al renombrar los buques correspondientes. bbox=[798, 1392, 1051, 1465]
article-paragraph: De Instrucción pública.—Se da lectura á la comunicación de la Comisión provincial, que ya conocen nuestros lectores, interesando que el Ayuntamiento nombre delegados para la Asamblea que ha de verificarse el próximo domingo para tratar asuntos de instrucción. bbox=[286, 477, 521, 550]
prize-city: Barcelona. bbox=[1445, 487, 1491, 499]
prize-number: 496..... bbox=[1408, 353, 1438, 365]
article-paragraph: Agregó que la variación, sin embargo, de las denominaciones de la graduación no afectaba para nada á los sueldos. bbox=[798, 1466, 1051, 1502]
article-paragraph: Se les dice que el Ayuntamiento les facilitará local para que ensayen, pero nada más. bbox=[39, 1773, 274, 1796]
prize-row bbox=[1393, 354, 1518, 366]
section-label: SPORT VASCO bbox=[1153, 1117, 1225, 1129]
prize-number: 2.220..... bbox=[1401, 402, 1438, 414]
prize-row bbox=[1393, 609, 1518, 620]
article-paragraph: —A la devolución de fianza que solicita el señor Gerente de la Sociedad Española de Papelería. bbox=[39, 914, 274, 938]
prize-row bbox=[1393, 524, 1518, 536]
article-paragraph: Aprobada. bbox=[296, 311, 340, 322]
article-paragraph: —Al escrito de don Juan Felipe Lezama solicitando beneficios de cuenta corriente para importación y exportación de aceites y grasas para máquinas. bbox=[39, 649, 274, 685]
